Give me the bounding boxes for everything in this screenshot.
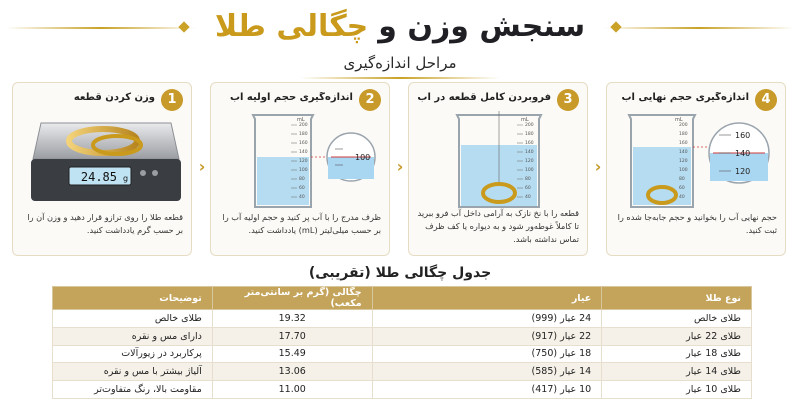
beaker-tick-label: 80	[679, 177, 685, 182]
step-card-1	[12, 82, 192, 256]
beaker-tick-label: 200	[679, 123, 688, 128]
step-heading: اندازه‌گیری حجم اولیه آب	[229, 92, 353, 103]
beaker-tick-label: 120	[299, 159, 308, 164]
beaker-tick-label: 40	[299, 195, 305, 200]
step-heading: وزن کردن قطعه	[73, 92, 155, 103]
title-part1: سنجش وزن و	[378, 8, 586, 44]
header-karat: عیار	[372, 287, 602, 310]
beaker-tick-label: 100	[525, 168, 534, 173]
cell-description: پرکاربرد در زیورآلات	[53, 345, 213, 363]
beaker-tick-label: 40	[525, 195, 531, 200]
title-part2: چگالی طلا	[214, 8, 369, 44]
table-row	[53, 381, 752, 399]
table-row	[53, 327, 752, 345]
title-decoration-right	[604, 27, 794, 29]
table-row	[53, 363, 752, 381]
step-description: حجم نهایی آب را بخوانید و حجم جابه‌جا شده را ثبت کنید.	[617, 212, 777, 235]
beaker-final-illustration	[607, 111, 786, 211]
beaker-tick-label: 160	[525, 141, 534, 146]
step-description: قطعه را با نخ نازک به آرامی داخل آب فرو ببرید تا کاملاً غوطه‌ور شود و به دیواره یا کف ظرف تماس نداشته باشد.	[417, 208, 579, 244]
cell-density: 17.70	[212, 327, 372, 345]
table-row	[53, 310, 752, 328]
scale-reading: 24.85	[80, 170, 117, 184]
beaker-tick-label: 120	[679, 159, 688, 164]
scale-unit: g	[123, 174, 129, 183]
cell-description: مقاومت بالا، رنگ متفاوت‌تر	[53, 381, 213, 399]
step-heading: اندازه‌گیری حجم نهایی آب	[621, 92, 749, 103]
subtitle-underline	[300, 77, 500, 79]
beaker-tick-label: 100	[679, 168, 688, 173]
beaker-tick-label: 80	[525, 177, 531, 182]
step-arrow-icon: ›	[198, 157, 206, 176]
cell-description: طلای خالص	[53, 310, 213, 328]
header-description: توضیحات	[53, 287, 213, 310]
cell-karat: 22 عیار (917)	[372, 327, 602, 345]
step-description: ظرف مدرج را با آب پر کنید و حجم اولیه آب را بر حسب میلی‌لیتر (mL) یادداشت کنید.	[222, 212, 381, 235]
title-decoration-left	[6, 27, 196, 29]
steps-subtitle: مراحل اندازه‌گیری	[343, 54, 457, 72]
table-header-row	[53, 287, 752, 310]
cell-density: 13.06	[212, 363, 372, 381]
cell-karat: 10 عیار (417)	[372, 381, 602, 399]
step-description: قطعه طلا را روی ترازو قرار دهید و وزن آن را بر حسب گرم یادداشت کنید.	[27, 212, 183, 235]
beaker-initial-illustration	[211, 111, 390, 211]
cell-type: طلای 14 عیار	[602, 363, 752, 381]
header-density: چگالی (گرم بر سانتی‌متر مکعب)	[212, 287, 372, 310]
scale-illustration	[13, 111, 192, 211]
table-row	[53, 345, 752, 363]
zoom-reading-top: 160	[735, 131, 751, 140]
cell-type: طلای 10 عیار	[602, 381, 752, 399]
cell-karat: 18 عیار (750)	[372, 345, 602, 363]
step-number: 3	[557, 89, 579, 111]
step-heading: فروبردن کامل قطعه در آب	[417, 92, 551, 103]
beaker-tick-label: 40	[679, 195, 685, 200]
step-card-3	[408, 82, 588, 256]
cell-density: 11.00	[212, 381, 372, 399]
cell-karat: 24 عیار (999)	[372, 310, 602, 328]
beaker-tick-label: 100	[299, 168, 308, 173]
cell-type: طلای 18 عیار	[602, 345, 752, 363]
step-number: 1	[161, 89, 183, 111]
zoom-reading: 100	[355, 153, 371, 162]
step-arrow-icon: ›	[396, 157, 404, 176]
cell-description: دارای مس و نقره	[53, 327, 213, 345]
beaker-tick-label: 180	[525, 132, 534, 137]
beaker-tick-label: 160	[299, 141, 308, 146]
gold-density-table	[52, 286, 752, 399]
beaker-immersion-illustration	[409, 111, 588, 211]
cell-type: طلای خالص	[602, 310, 752, 328]
beaker-tick-label: 200	[525, 123, 534, 128]
beaker-tick-label: 140	[299, 150, 308, 155]
beaker-tick-label: 140	[679, 150, 688, 155]
zoom-reading-mid: 140	[735, 149, 751, 158]
step-card-2	[210, 82, 390, 256]
step-arrow-icon: ›	[594, 157, 602, 176]
table-title: جدول چگالی طلا (تقریبی)	[308, 265, 492, 281]
cell-type: طلای 22 عیار	[602, 327, 752, 345]
cell-karat: 14 عیار (585)	[372, 363, 602, 381]
beaker-tick-label: 160	[679, 141, 688, 146]
beaker-unit: mL	[675, 117, 683, 123]
cell-density: 19.32	[212, 310, 372, 328]
beaker-tick-label: 80	[299, 177, 305, 182]
beaker-tick-label: 120	[525, 159, 534, 164]
main-title	[0, 4, 800, 48]
cell-description: آلیاژ بیشتر با مس و نقره	[53, 363, 213, 381]
beaker-tick-label: 140	[525, 150, 534, 155]
step-number: 4	[755, 89, 777, 111]
step-number: 2	[359, 89, 381, 111]
beaker-unit: mL	[297, 117, 305, 123]
beaker-tick-label: 200	[299, 123, 308, 128]
beaker-tick-label: 60	[525, 186, 531, 191]
cell-density: 15.49	[212, 345, 372, 363]
beaker-tick-label: 60	[299, 186, 305, 191]
beaker-unit: mL	[521, 117, 529, 123]
step-card-4	[606, 82, 786, 256]
beaker-tick-label: 180	[679, 132, 688, 137]
zoom-reading-bottom: 120	[735, 167, 751, 176]
beaker-tick-label: 180	[299, 132, 308, 137]
beaker-tick-label: 60	[679, 186, 685, 191]
header-type: نوع طلا	[602, 287, 752, 310]
